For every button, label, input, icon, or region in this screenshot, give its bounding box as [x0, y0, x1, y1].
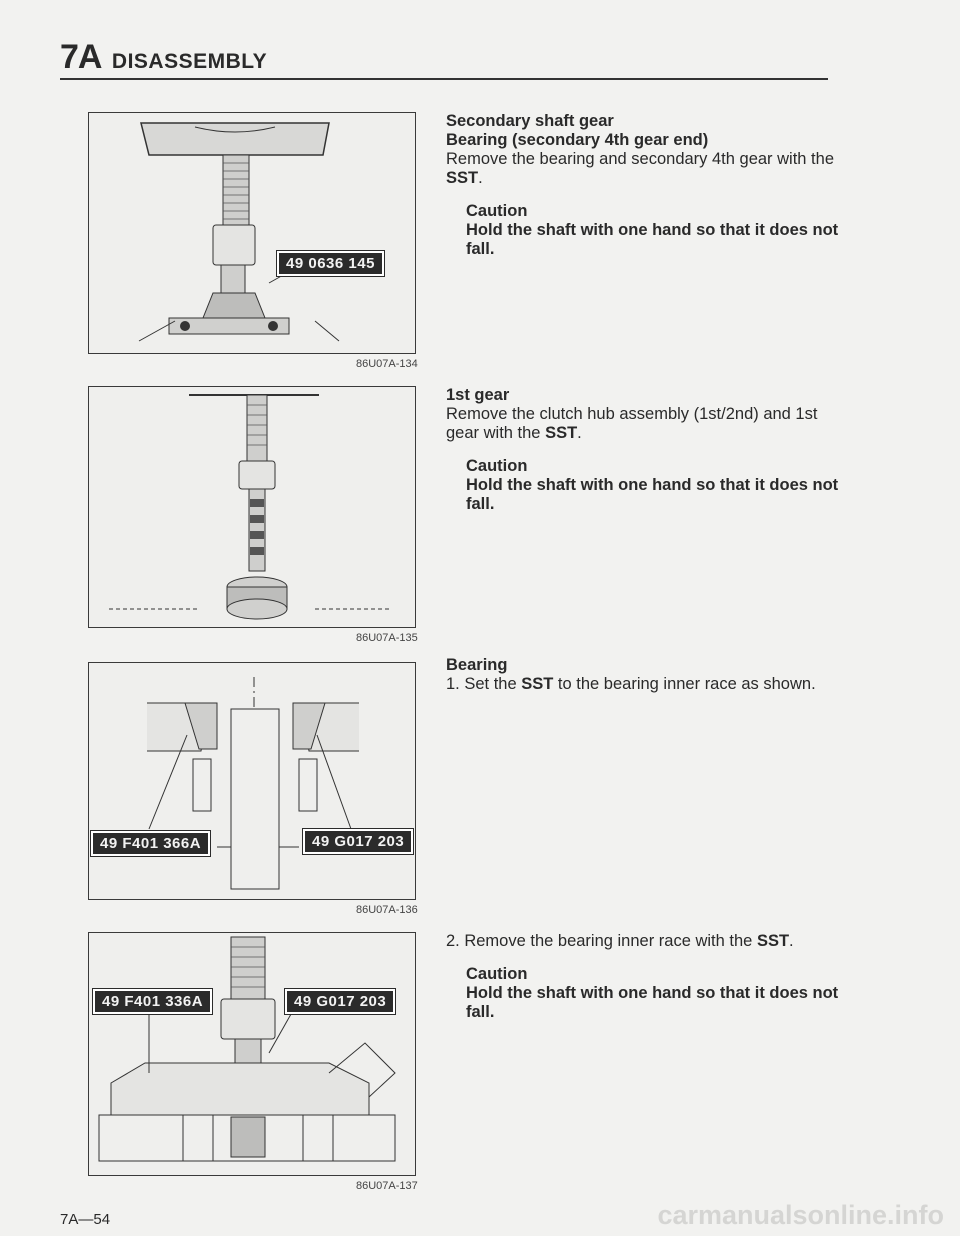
- block-text: [446, 150, 846, 188]
- caution-text: Hold the shaft with one hand so that it does not fall.: [466, 984, 839, 1021]
- text-part: Remove the clutch hub assembly (1st/2nd) and 1st gear with the: [446, 405, 818, 442]
- caution-title: Caution: [466, 965, 528, 983]
- block-subheading: Bearing (secondary 4th gear end): [446, 131, 709, 149]
- block-text: [446, 405, 846, 443]
- figure-2: [88, 386, 416, 628]
- text-part: 2. Remove the bearing inner race with the: [446, 932, 753, 950]
- caution-note: [466, 202, 846, 259]
- tool-tag: 49 G017 203: [285, 989, 395, 1014]
- text-part: .: [577, 424, 582, 442]
- section-number: 7A: [60, 38, 102, 76]
- block-heading: 1st gear: [446, 386, 510, 404]
- tool-tag: 49 G017 203: [303, 829, 413, 854]
- figure-4: [88, 932, 416, 1176]
- figure-3: [88, 662, 416, 900]
- watermark: carmanualsonline.info: [657, 1200, 944, 1230]
- block-heading: Secondary shaft gear: [446, 112, 614, 130]
- caution-note: [466, 457, 846, 514]
- figure-caption: 86U07A-135: [356, 632, 418, 644]
- caution-text: Hold the shaft with one hand so that it does not fall.: [466, 476, 839, 513]
- text-part: .: [789, 932, 794, 950]
- caution-title: Caution: [466, 457, 528, 475]
- page-header: [60, 38, 267, 77]
- instruction-block-1: [446, 112, 846, 259]
- block-text: [446, 932, 846, 951]
- tool-tag: 49 0636 145: [277, 251, 384, 276]
- text-part: .: [478, 169, 483, 187]
- sst-keyword: SST: [545, 424, 578, 442]
- header-rule: [60, 78, 828, 80]
- block-heading: Bearing: [446, 656, 508, 674]
- figure-caption: 86U07A-137: [356, 1180, 418, 1192]
- caution-text: Hold the shaft with one hand so that it does not fall.: [466, 221, 839, 258]
- instruction-block-2: [446, 386, 846, 514]
- sst-keyword: SST: [756, 932, 790, 950]
- instruction-block-3: [446, 656, 846, 694]
- section-title: DISASSEMBLY: [111, 50, 268, 73]
- figure-3-illustration: [89, 663, 416, 900]
- figure-1: [88, 112, 416, 354]
- block-text: [446, 675, 846, 694]
- tool-tag: 49 F401 366A: [91, 831, 210, 856]
- sst-keyword: SST: [446, 169, 479, 187]
- text-part: 1. Set the: [446, 675, 517, 693]
- caution-note: [466, 965, 846, 1022]
- figure-2-illustration: [89, 387, 416, 628]
- figure-4-illustration: [89, 933, 416, 1176]
- tool-tag: 49 F401 336A: [93, 989, 212, 1014]
- instruction-block-4: [446, 932, 846, 1022]
- text-part: to the bearing inner race as shown.: [557, 675, 816, 693]
- page-number: 7A—54: [60, 1211, 111, 1228]
- figure-caption: 86U07A-136: [356, 904, 418, 916]
- figure-caption: 86U07A-134: [356, 358, 418, 370]
- sst-keyword: SST: [521, 675, 554, 693]
- figure-1-illustration: [89, 113, 416, 354]
- caution-title: Caution: [466, 202, 528, 220]
- text-part: Remove the bearing and secondary 4th gear with the: [446, 150, 834, 168]
